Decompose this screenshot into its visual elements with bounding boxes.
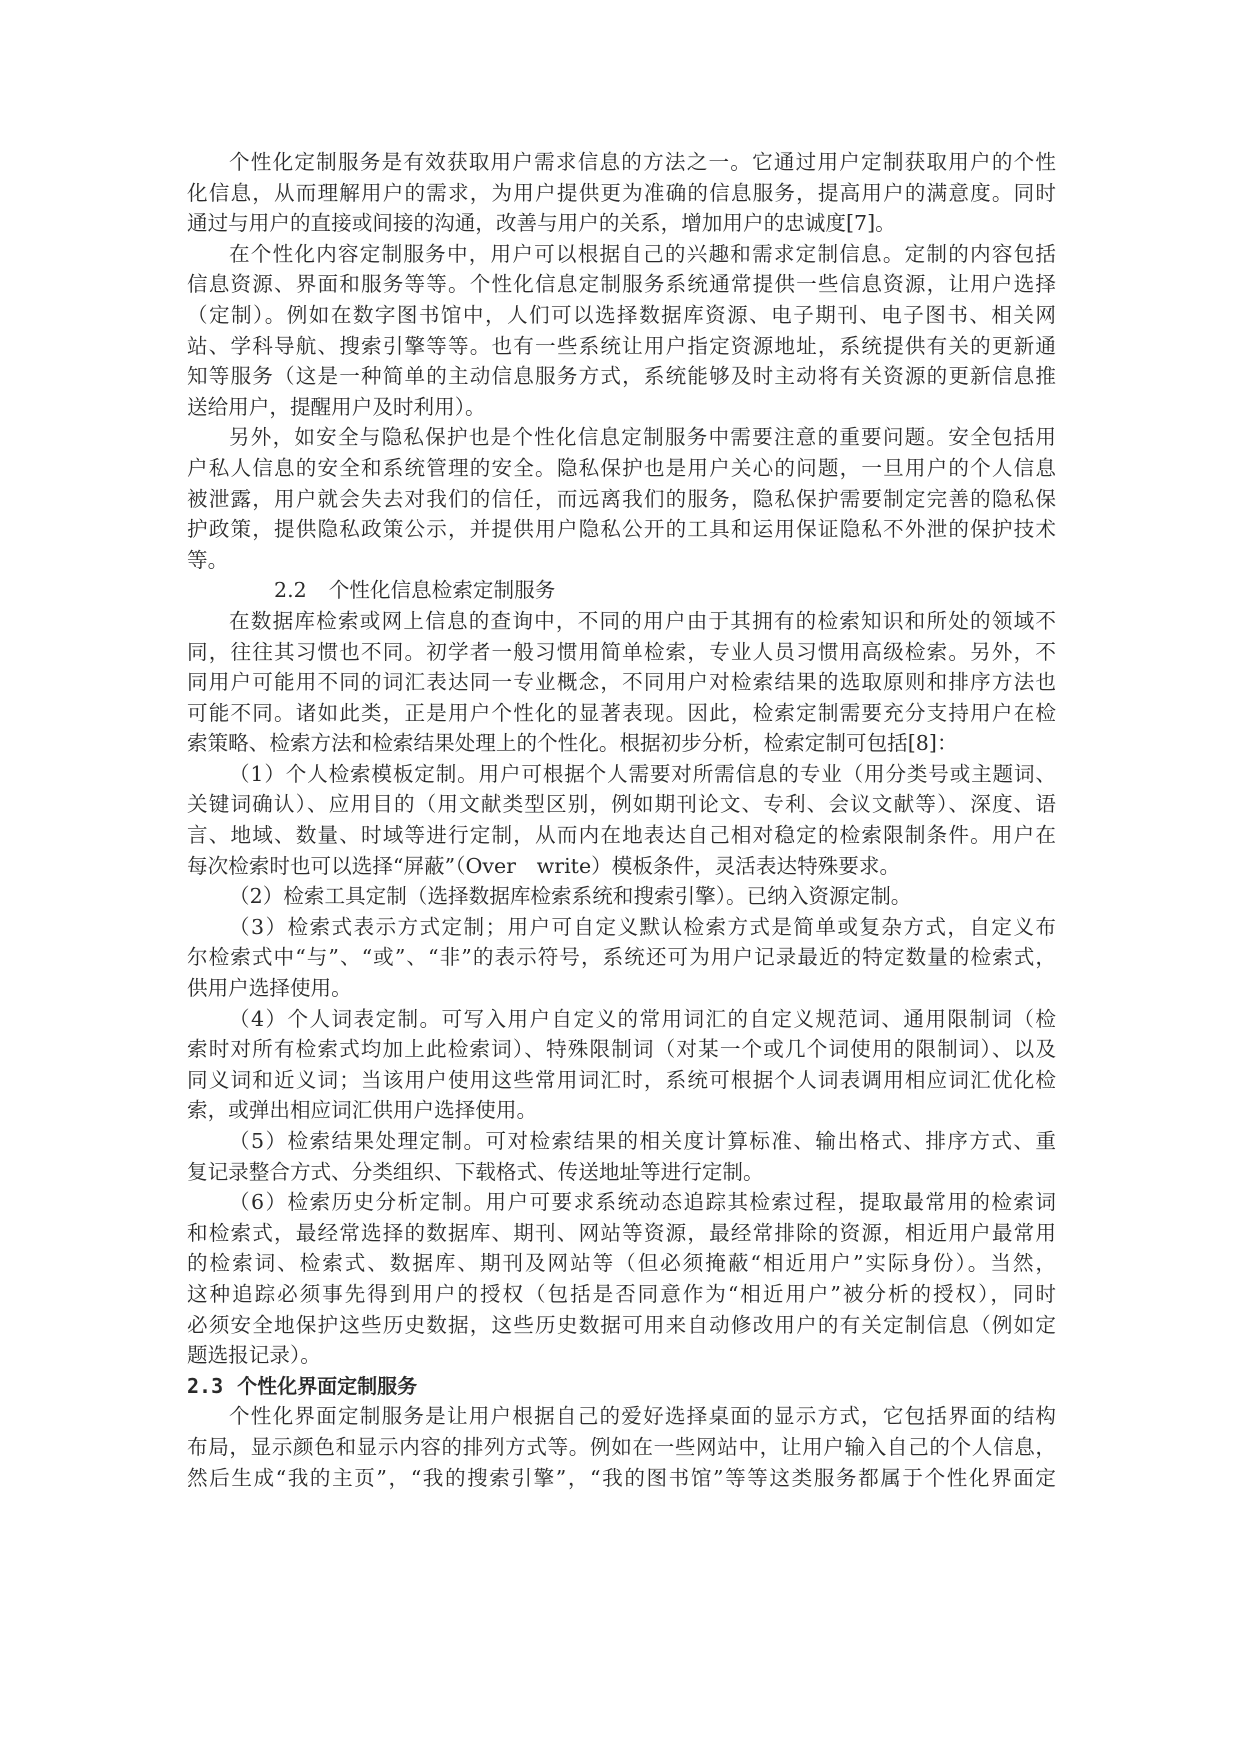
paragraph	[187, 147, 1056, 239]
text-line: 同用户可能用不同的词汇表达同一专业概念，不同用户对检索结果的选取原则和排序方法也	[187, 670, 1056, 695]
section-heading	[187, 1371, 1056, 1402]
text-line: 尔检索式中“与”、“或”、“非”的表示符号，系统还可为用户记录最近的特定数量的检索式，	[187, 945, 1056, 970]
text-line: 索时对所有检索式均加上此检索词）、特殊限制词（对某一个或几个词使用的限制词）、以及	[187, 1037, 1056, 1062]
text-line: 在数据库检索或网上信息的查询中，不同的用户由于其拥有的检索知识和所处的领域不	[229, 608, 1056, 633]
list-item	[187, 881, 1056, 912]
section-title: 个性化界面定制服务	[237, 1373, 418, 1398]
list-item	[187, 912, 1056, 1004]
subsection-heading	[187, 575, 1056, 606]
text-line: 化信息，从而理解用户的需求，为用户提供更为准确的信息服务，提高用户的满意度。同时	[187, 180, 1056, 205]
subsection-number: 2.2	[274, 578, 307, 603]
text-line: 站、学科导航、搜索引擎等等。也有一些系统让用户指定资源地址，系统提供有关的更新通	[187, 333, 1056, 358]
text-line: 户私人信息的安全和系统管理的安全。隐私保护也是用户关心的问题，一旦用户的个人信息	[187, 455, 1056, 480]
text-line: 知等服务（这是一种简单的主动信息服务方式，系统能够及时主动将有关资源的更新信息推	[187, 364, 1056, 389]
document-page	[187, 147, 1056, 1493]
text-line: 必须安全地保护这些历史数据，这些历史数据可用来自动修改用户的有关定制信息（例如定	[187, 1312, 1056, 1337]
text-line: 题选报记录）。	[187, 1343, 321, 1368]
text-line: 的检索词、检索式、数据库、期刊及网站等（但必须掩蔽“相近用户”实际身份）。当然，	[187, 1251, 1056, 1276]
text-line: 同义词和近义词；当该用户使用这些常用词汇时，系统可根据个人词表调用相应词汇优化检	[187, 1067, 1056, 1092]
text-line: 每次检索时也可以选择“屏蔽”（Over write）模板条件，灵活表达特殊要求。	[187, 853, 901, 878]
subsection-title: 个性化信息检索定制服务	[328, 578, 556, 603]
text-line: 布局，显示颜色和显示内容的排列方式等。例如在一些网站中，让用户输入自己的个人信息，	[187, 1434, 1056, 1459]
paragraph	[187, 422, 1056, 575]
list-item	[187, 759, 1056, 881]
text-line: 通过与用户的直接或间接的沟通，改善与用户的关系，增加用户的忠诚度[7]。	[187, 211, 896, 236]
text-line: 送给用户，提醒用户及时利用）。	[187, 394, 486, 419]
text-line: 索策略、检索方法和检索结果处理上的个性化。根据初步分析，检索定制可包括[8]：	[187, 731, 958, 756]
text-line: 被泄露，用户就会失去对我们的信任，而远离我们的服务，隐私保护需要制定完善的隐私保	[187, 486, 1056, 511]
section-number: 2.3	[187, 1373, 224, 1398]
text-line: 和检索式，最经常选择的数据库、期刊、网站等资源，最经常排除的资源，相近用户最常用	[187, 1220, 1056, 1245]
text-line: 在个性化内容定制服务中，用户可以根据自己的兴趣和需求定制信息。定制的内容包括	[229, 241, 1056, 266]
text-line: 供用户选择使用。	[187, 976, 352, 1001]
list-item	[187, 1004, 1056, 1126]
text-line: 可能不同。诸如此类，正是用户个性化的显著表现。因此，检索定制需要充分支持用户在检	[187, 700, 1056, 725]
text-line: 信息资源、界面和服务等等。个性化信息定制服务系统通常提供一些信息资源，让用户选择	[187, 272, 1056, 297]
text-line: 复记录整合方式、分类组织、下载格式、传送地址等进行定制。	[187, 1159, 764, 1184]
text-line: （6）检索历史分析定制。用户可要求系统动态追踪其检索过程，提取最常用的检索词	[229, 1190, 1056, 1215]
text-line: （1）个人检索模板定制。用户可根据个人需要对所需信息的专业（用分类号或主题词、	[229, 761, 1056, 786]
text-line: 同，往往其习惯也不同。初学者一般习惯用简单检索，专业人员习惯用高级检索。另外，不	[187, 639, 1056, 664]
text-line: 等。	[187, 547, 229, 572]
text-line: 个性化定制服务是有效获取用户需求信息的方法之一。它通过用户定制获取用户的个性	[229, 150, 1056, 174]
text-line: 个性化界面定制服务是让用户根据自己的爱好选择桌面的显示方式，它包括界面的结构	[229, 1404, 1056, 1429]
paragraph	[187, 1401, 1056, 1493]
paragraph	[187, 606, 1056, 759]
list-item	[187, 1126, 1056, 1187]
text-line: 关键词确认）、应用目的（用文献类型区别，例如期刊论文、专利、会议文献等）、深度、语	[187, 792, 1056, 817]
text-line: （定制）。例如在数字图书馆中，人们可以选择数据库资源、电子期刊、电子图书、相关网	[187, 302, 1056, 327]
text-line: 然后生成“我的主页”，“我的搜索引擎”，“我的图书馆”等等这类服务都属于个性化界面定	[187, 1465, 1056, 1490]
text-line: （5）检索结果处理定制。可对检索结果的相关度计算标准、输出格式、排序方式、重	[229, 1129, 1056, 1153]
text-line: 另外，如安全与隐私保护也是个性化信息定制服务中需要注意的重要问题。安全包括用	[229, 425, 1056, 450]
text-line: （3）检索式表示方式定制；用户可自定义默认检索方式是简单或复杂方式，自定义布	[229, 914, 1056, 939]
list-item	[187, 1187, 1056, 1371]
text-line: 护政策，提供隐私政策公示，并提供用户隐私公开的工具和运用保证隐私不外泄的保护技术	[187, 517, 1056, 542]
paragraph	[187, 239, 1056, 423]
text-line: 这种追踪必须事先得到用户的授权（包括是否同意作为“相近用户”被分析的授权），同时	[187, 1281, 1056, 1306]
text-line: （2）检索工具定制（选择数据库检索系统和搜索引擎）。已纳入资源定制。	[229, 884, 912, 909]
text-line: 言、地域、数量、时域等进行定制，从而内在地表达自己相对稳定的检索限制条件。用户在	[187, 823, 1056, 848]
text-line: 索，或弹出相应词汇供用户选择使用。	[187, 1098, 538, 1123]
text-line: （4）个人词表定制。可写入用户自定义的常用词汇的自定义规范词、通用限制词（检	[229, 1006, 1056, 1031]
